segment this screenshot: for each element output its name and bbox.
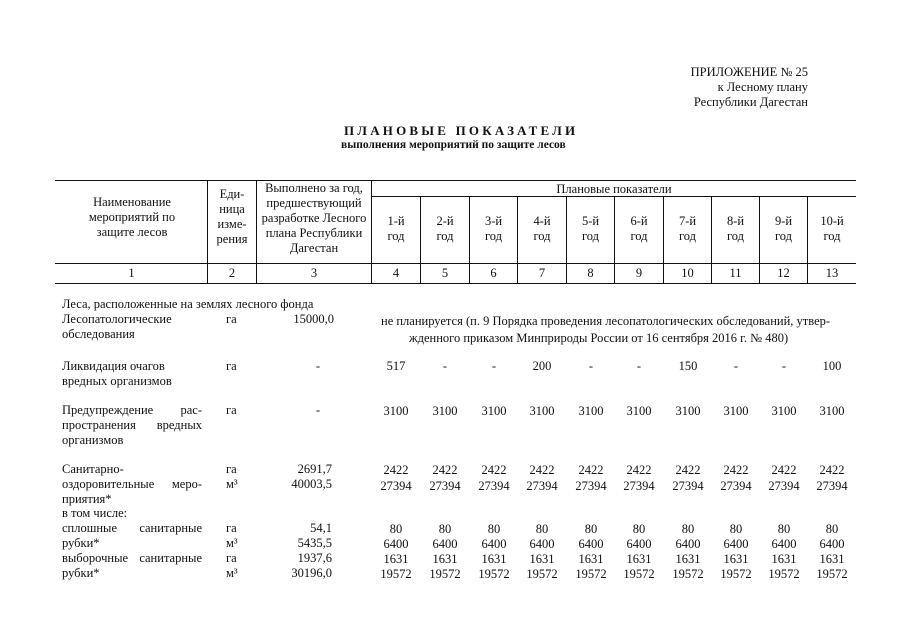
row-selective-cut-value-m3: 19572: [478, 567, 510, 581]
table-top-border: [55, 180, 856, 181]
column-number: 2: [228, 266, 236, 280]
row-sanitary-value-ha: 2422: [383, 463, 409, 477]
column-number: 10: [681, 266, 694, 280]
row-selective-cut-value-m3: 19572: [768, 567, 800, 581]
row-prevention-name: пространения: [62, 418, 136, 432]
row-survey-note: жденного приказом Минприроды России от 16 сентября 2016 г. № 480): [409, 331, 789, 345]
row-selective-cut-value-ha: 1631: [675, 552, 701, 566]
row-prevention-name: организмов: [62, 433, 124, 447]
row-prevention-name: Предупреждение: [62, 403, 154, 417]
row-liquidation-value: -: [636, 359, 642, 373]
column-number: 11: [729, 266, 742, 280]
header-year-9-sub: год: [774, 229, 793, 243]
header-year-5: 5-й: [581, 214, 600, 228]
row-selective-cut-unit: м³: [226, 566, 238, 580]
row-selective-cut-name: выборочные: [62, 551, 129, 565]
row-liquidation-value: 150: [678, 359, 698, 373]
row-clear-cut-value-ha: 80: [438, 522, 452, 536]
row-sanitary-value-m3: 27394: [526, 479, 558, 493]
header-done-line: Дагестан: [289, 241, 339, 255]
column-number: 4: [392, 266, 400, 280]
row-prevention-value: 3100: [675, 404, 701, 418]
row-liquidation-value: -: [781, 359, 787, 373]
row-sanitary-unit: м³: [226, 477, 238, 491]
row-sanitary-value-m3: 27394: [575, 479, 607, 493]
row-selective-cut-name: рубки*: [62, 566, 100, 580]
header-year-2: 2-й: [436, 214, 454, 228]
column-number: 6: [490, 266, 497, 280]
row-prevention-value: 3100: [529, 404, 555, 418]
row-prevention-value: 3100: [383, 404, 409, 418]
header-name-line: мероприятий по: [88, 210, 176, 224]
row-prevention-value: 3100: [432, 404, 458, 418]
row-prevention-done: -: [315, 403, 320, 417]
row-selective-cut-value-m3: 19572: [623, 567, 655, 581]
row-sanitary-value-m3: 27394: [380, 479, 412, 493]
header-year-10-sub: год: [823, 229, 841, 243]
row-sanitary-value-m3: 27394: [429, 479, 461, 493]
row-liquidation-name: Ликвидация очагов: [62, 359, 165, 373]
row-sanitary-value-ha: 2422: [819, 463, 845, 477]
row-prevention-name: рас-: [180, 403, 202, 417]
header-year-3-sub: год: [484, 229, 503, 243]
appendix-line-1: ПРИЛОЖЕНИЕ № 25: [690, 65, 808, 79]
row-sanitary-name: меро-: [171, 477, 202, 491]
row-sanitary-value-ha: 2422: [626, 463, 652, 477]
row-selective-cut-value-m3: 19572: [380, 567, 412, 581]
row-selective-cut-unit: га: [226, 551, 237, 565]
row-sanitary-value-ha: 2422: [432, 463, 458, 477]
row-selective-cut-value-m3: 19572: [720, 567, 752, 581]
number-row-border: [55, 283, 856, 284]
row-clear-cut-value-m3: 6400: [626, 537, 652, 551]
row-sanitary-value-m3: 27394: [672, 479, 704, 493]
row-clear-cut-value-m3: 6400: [529, 537, 555, 551]
header-year-5-sub: год: [581, 229, 600, 243]
row-clear-cut-value-ha: 80: [584, 522, 598, 536]
row-selective-cut-value-ha: 1631: [626, 552, 652, 566]
row-survey-done: 15000,0: [293, 312, 334, 326]
row-sanitary-name: приятия*: [62, 492, 112, 506]
row-clear-cut-value-ha: 80: [632, 522, 646, 536]
row-selective-cut-value-ha: 1631: [819, 552, 845, 566]
row-sanitary-value-m3: 27394: [623, 479, 655, 493]
row-clear-cut-value-m3: 6400: [819, 537, 845, 551]
header-year-3: 3-й: [484, 214, 503, 228]
row-clear-cut-value-m3: 6400: [481, 537, 507, 551]
row-clear-cut-value-m3: 6400: [723, 537, 749, 551]
row-sanitary-value-ha: 2422: [771, 463, 797, 477]
row-liquidation-value: -: [733, 359, 739, 373]
header-planned-group: Плановые показатели: [556, 182, 672, 196]
row-clear-cut-name: сплошные: [62, 521, 117, 535]
row-sanitary-name: оздоровительные: [62, 477, 155, 491]
header-year-8: 8-й: [726, 214, 745, 228]
column-number: 13: [825, 266, 839, 280]
row-liquidation-value: -: [491, 359, 497, 373]
row-sanitary-done: 40003,5: [291, 477, 332, 491]
header-year-7: 7-й: [678, 214, 697, 228]
row-sanitary-value-m3: 27394: [720, 479, 752, 493]
header-year-7-sub: год: [678, 229, 697, 243]
column-number: 3: [310, 266, 318, 280]
row-sanitary-name: Санитарно-: [62, 462, 124, 476]
row-clear-cut-value-ha: 80: [389, 522, 403, 536]
header-done-line: плана Республики: [265, 226, 363, 240]
header-year-1: 1-й: [387, 214, 405, 228]
header-name-line: защите лесов: [96, 225, 168, 239]
header-year-8-sub: год: [726, 229, 745, 243]
row-prevention-value: 3100: [771, 404, 797, 418]
row-liquidation-name: вредных организмов: [62, 374, 172, 388]
header-year-6: 6-й: [630, 214, 648, 228]
header-year-10: 10-й: [820, 214, 844, 228]
row-clear-cut-value-ha: 80: [777, 522, 791, 536]
row-selective-cut-value-ha: 1631: [432, 552, 458, 566]
row-clear-cut-name: санитарные: [139, 521, 202, 535]
header-unit-line: ница: [219, 202, 245, 216]
header-year-4-sub: год: [533, 229, 551, 243]
row-clear-cut-value-m3: 6400: [578, 537, 604, 551]
row-selective-cut-name: санитарные: [139, 551, 202, 565]
row-selective-cut-done: 1937,6: [297, 551, 332, 565]
row-selective-cut-value-m3: 19572: [429, 567, 461, 581]
row-selective-cut-value-ha: 1631: [578, 552, 604, 566]
column-number: 7: [538, 266, 546, 280]
row-sanitary-value-m3: 27394: [816, 479, 848, 493]
row-clear-cut-value-m3: 6400: [432, 537, 458, 551]
row-prevention-value: 3100: [481, 404, 507, 418]
row-clear-cut-value-ha: 80: [825, 522, 839, 536]
row-clear-cut-done: 5435,5: [297, 536, 332, 550]
row-sanitary-value-ha: 2422: [529, 463, 555, 477]
row-prevention-name: вредных: [156, 418, 202, 432]
row-clear-cut-value-ha: 80: [729, 522, 743, 536]
row-prevention-value: 3100: [578, 404, 604, 418]
row-liquidation-value: 100: [822, 359, 842, 373]
page-subtitle: выполнения мероприятий по защите лесов: [341, 139, 566, 151]
row-prevention-value: 3100: [626, 404, 652, 418]
header-year-1-sub: год: [387, 229, 405, 243]
row-selective-cut-value-m3: 19572: [575, 567, 607, 581]
row-selective-cut-value-ha: 1631: [771, 552, 797, 566]
row-selective-cut-value-ha: 1631: [529, 552, 555, 566]
row-clear-cut-unit: га: [226, 521, 237, 535]
row-clear-cut-name: рубки*: [62, 536, 100, 550]
row-selective-cut-value-ha: 1631: [383, 552, 409, 566]
row-clear-cut-value-ha: 80: [681, 522, 695, 536]
row-clear-cut-value-m3: 6400: [383, 537, 409, 551]
row-survey-unit: га: [226, 312, 237, 326]
column-number: 9: [635, 266, 643, 280]
row-survey-name: Лесопатологические: [62, 312, 172, 326]
header-name-line: Наименование: [93, 195, 171, 209]
row-liquidation-unit: га: [226, 359, 237, 373]
row-clear-cut-value-ha: 80: [487, 522, 501, 536]
row-sanitary-done: 2691,7: [297, 462, 332, 476]
row-liquidation-value: -: [442, 359, 448, 373]
page-title: ПЛАНОВЫЕ ПОКАЗАТЕЛИ: [344, 123, 579, 138]
row-selective-cut-value-m3: 19572: [816, 567, 848, 581]
row-prevention-unit: га: [226, 403, 237, 417]
column-number: 1: [128, 266, 135, 280]
header-done-line: разработке Лесного: [261, 211, 367, 225]
row-liquidation-value: 200: [532, 359, 552, 373]
row-selective-cut-value-m3: 19572: [526, 567, 558, 581]
appendix-line-3: Республики Дагестан: [693, 95, 808, 109]
row-prevention-value: 3100: [819, 404, 845, 418]
row-clear-cut-value-ha: 80: [535, 522, 549, 536]
row-selective-cut-value-ha: 1631: [723, 552, 749, 566]
row-selective-cut-value-ha: 1631: [481, 552, 507, 566]
header-unit-line: изме-: [217, 217, 247, 231]
row-liquidation-value: 517: [386, 359, 406, 373]
header-done-line: Выполнено за год,: [265, 181, 363, 195]
row-clear-cut-value-m3: 6400: [771, 537, 797, 551]
column-number: 12: [777, 266, 790, 280]
header-bottom-border: [55, 263, 856, 264]
row-sanitary-value-ha: 2422: [578, 463, 604, 477]
row-sanitary-value-m3: 27394: [768, 479, 800, 493]
row-clear-cut-done: 54,1: [310, 521, 332, 535]
header-unit-line: рения: [216, 232, 248, 246]
column-number: 5: [441, 266, 449, 280]
header-year-2-sub: год: [436, 229, 454, 243]
row-clear-cut-unit: м³: [226, 536, 238, 550]
column-number: 8: [587, 266, 594, 280]
header-year-9: 9-й: [774, 214, 793, 228]
row-sanitary-unit: га: [226, 462, 237, 476]
row-survey-name: обследования: [62, 327, 135, 341]
row-sanitary-value-ha: 2422: [481, 463, 507, 477]
row-selective-cut-done: 30196,0: [291, 566, 332, 580]
header-year-6-sub: год: [630, 229, 648, 243]
row-survey-note: не планируется (п. 9 Порядка проведения лесопатологических обследований, утвер-: [381, 314, 831, 328]
row-sanitary-name: в том числе:: [62, 506, 128, 520]
row-clear-cut-value-m3: 6400: [675, 537, 701, 551]
row-sanitary-value-m3: 27394: [478, 479, 510, 493]
header-year-4: 4-й: [533, 214, 551, 228]
row-prevention-value: 3100: [723, 404, 749, 418]
header-unit-line: Еди-: [219, 187, 245, 201]
section-title: Леса, расположенные на землях лесного фонда: [62, 297, 314, 311]
row-liquidation-done: -: [315, 359, 320, 373]
row-sanitary-value-ha: 2422: [723, 463, 749, 477]
appendix-line-2: к Лесному плану: [717, 80, 808, 94]
row-selective-cut-value-m3: 19572: [672, 567, 704, 581]
row-sanitary-value-ha: 2422: [675, 463, 701, 477]
row-liquidation-value: -: [588, 359, 594, 373]
header-done-line: предшествующий: [266, 196, 362, 210]
